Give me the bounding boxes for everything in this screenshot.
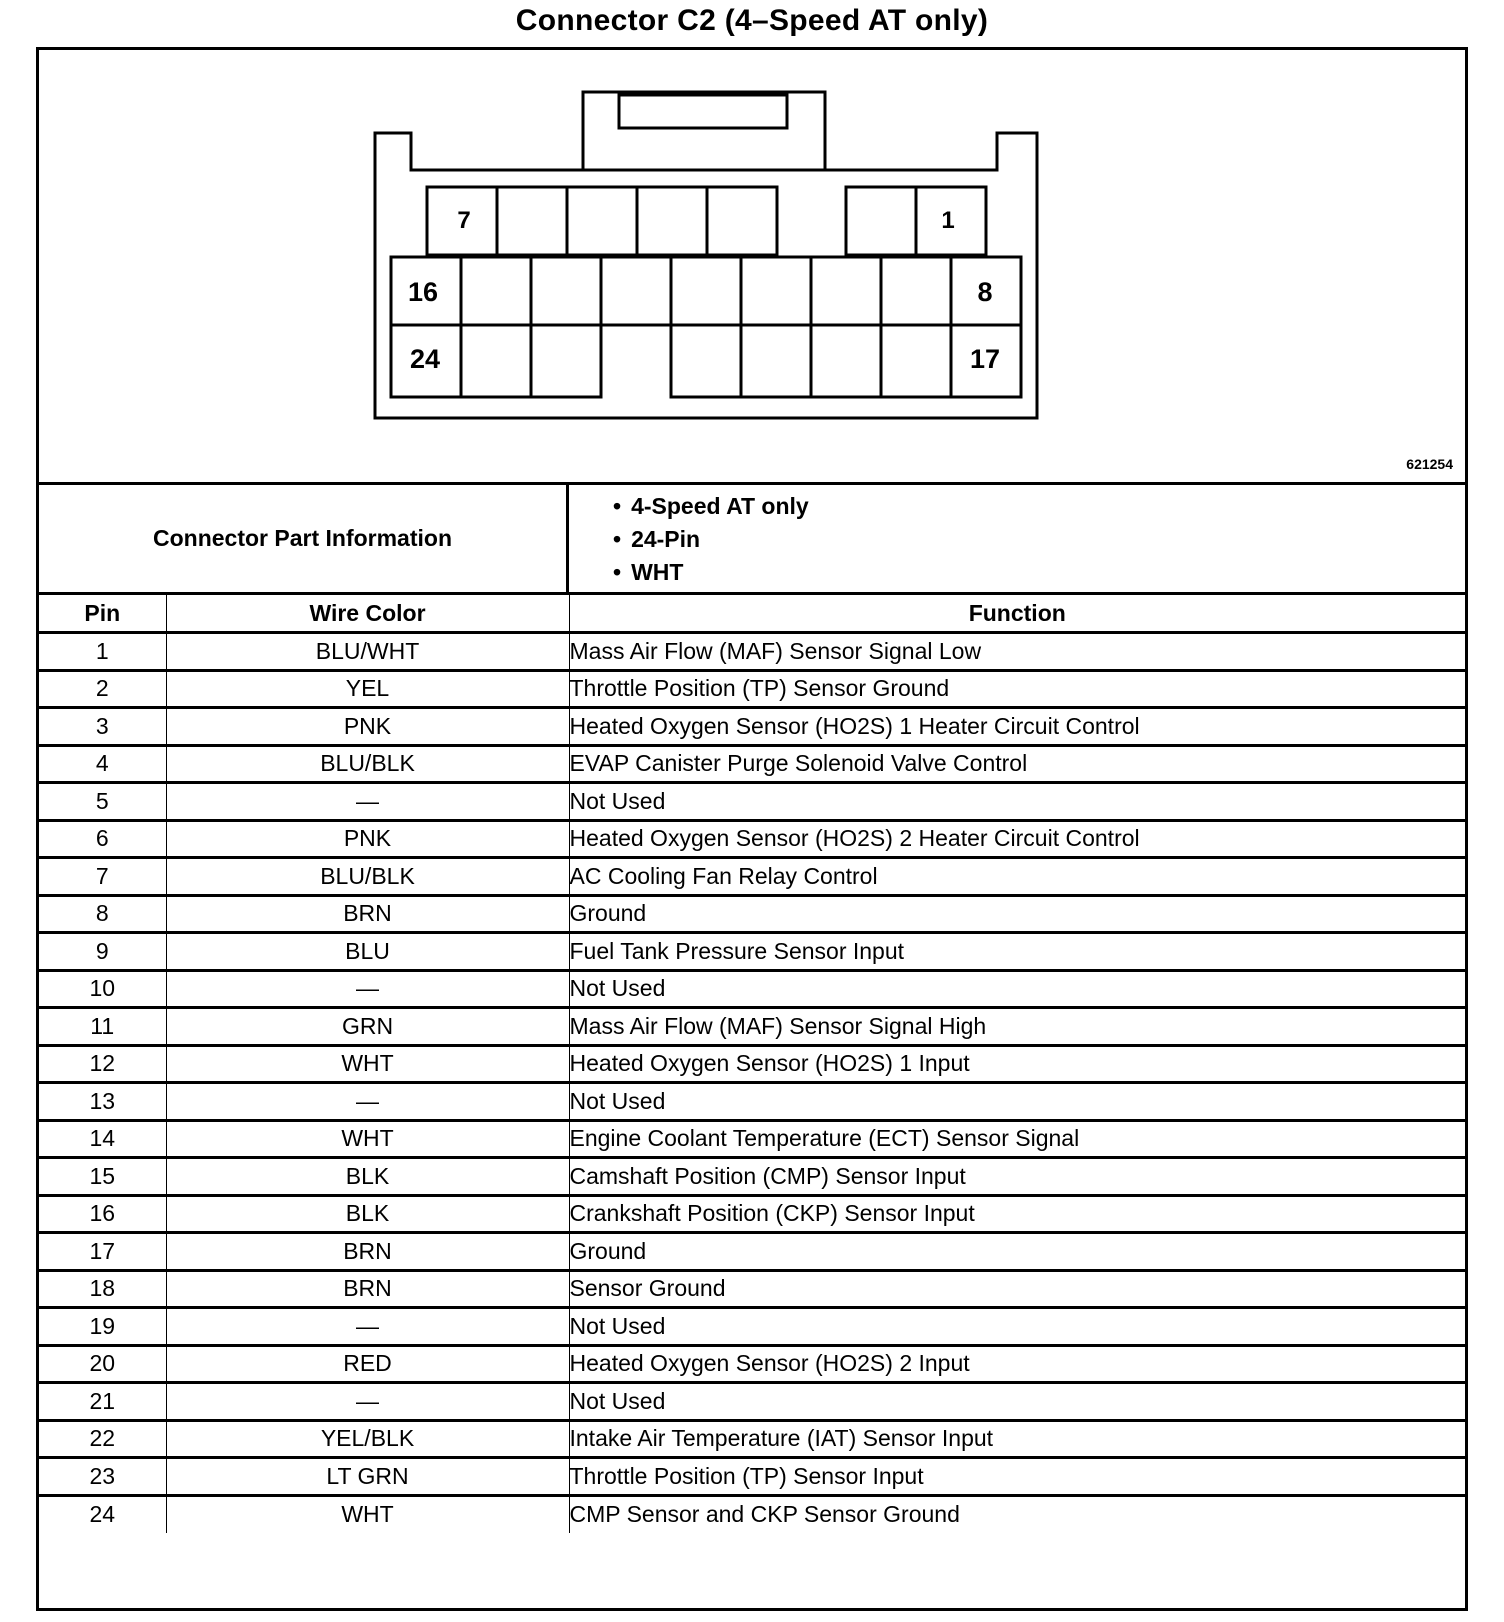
wire-color-cell: — [166,1083,569,1121]
table-row [39,783,1465,821]
function-cell: Not Used [569,1308,1465,1346]
pin-cell: 16 [39,1195,166,1233]
pin-label-17: 17 [969,344,1001,374]
table-row [39,745,1465,783]
header-function: Function [569,595,1465,633]
pin-cell: 18 [39,1270,166,1308]
wire-color-cell: BRN [166,1270,569,1308]
pin-label-1: 1 [941,207,955,234]
function-cell: Mass Air Flow (MAF) Sensor Signal High [569,1008,1465,1046]
connector-diagram [39,50,1465,485]
header-wire-color: Wire Color [166,595,569,633]
table-row [39,1158,1465,1196]
function-cell: Ground [569,1233,1465,1271]
pin-cell: 12 [39,1045,166,1083]
middle-row-cavities [391,257,1021,325]
pin-cell: 1 [39,633,166,671]
pin-label-7: 7 [457,207,471,234]
connector-sheet [36,47,1468,1611]
wire-color-cell: — [166,1383,569,1421]
wire-color-cell: WHT [166,1120,569,1158]
wire-color-cell: WHT [166,1495,569,1533]
wire-color-cell: — [166,1308,569,1346]
table-row [39,670,1465,708]
header-pin: Pin [39,595,166,633]
pin-cell: 22 [39,1420,166,1458]
pin-cell: 4 [39,745,166,783]
wire-color-cell: BLU/BLK [166,858,569,896]
function-cell: Fuel Tank Pressure Sensor Input [569,933,1465,971]
pin-cell: 3 [39,708,166,746]
connector-part-info [39,485,1465,595]
table-row [39,1045,1465,1083]
part-info-item: • WHT [613,558,683,586]
function-cell: Mass Air Flow (MAF) Sensor Signal Low [569,633,1465,671]
connector-housing [375,133,1037,418]
function-cell: Heated Oxygen Sensor (HO2S) 2 Heater Circuit Control [569,820,1465,858]
function-cell: Heated Oxygen Sensor (HO2S) 1 Input [569,1045,1465,1083]
wire-color-cell: RED [166,1345,569,1383]
function-cell: Not Used [569,783,1465,821]
function-cell: Throttle Position (TP) Sensor Ground [569,670,1465,708]
table-row [39,708,1465,746]
pin-cell: 20 [39,1345,166,1383]
wire-color-cell: WHT [166,1045,569,1083]
wire-color-cell: BLK [166,1195,569,1233]
table-row [39,1195,1465,1233]
table-row [39,1420,1465,1458]
function-cell: Heated Oxygen Sensor (HO2S) 1 Heater Circuit Control [569,708,1465,746]
pin-cell: 15 [39,1158,166,1196]
pin-cell: 10 [39,970,166,1008]
pin-label-24: 24 [409,344,441,374]
table-row [39,1270,1465,1308]
function-cell: Ground [569,895,1465,933]
pin-cell: 6 [39,820,166,858]
wire-color-cell: BRN [166,895,569,933]
pin-cell: 21 [39,1383,166,1421]
function-cell: Heated Oxygen Sensor (HO2S) 2 Input [569,1345,1465,1383]
wire-color-cell: LT GRN [166,1458,569,1496]
locking-tab [583,92,825,170]
function-cell: CMP Sensor and CKP Sensor Ground [569,1495,1465,1533]
table-header-row [39,595,1465,633]
table-row [39,970,1465,1008]
function-cell: Not Used [569,970,1465,1008]
table-row [39,820,1465,858]
pin-cell: 11 [39,1008,166,1046]
table-row [39,1233,1465,1271]
page-title: Connector C2 (4–Speed AT only) [515,4,989,37]
top-row-cavities [427,187,986,255]
pin-cell: 19 [39,1308,166,1346]
function-cell: Throttle Position (TP) Sensor Input [569,1458,1465,1496]
function-cell: Not Used [569,1083,1465,1121]
wire-color-cell: BLU [166,933,569,971]
pin-cell: 17 [39,1233,166,1271]
table-row [39,895,1465,933]
part-info-list [569,485,1469,592]
wire-color-cell: GRN [166,1008,569,1046]
function-cell: Sensor Ground [569,1270,1465,1308]
table-row [39,1083,1465,1121]
table-row [39,933,1465,971]
pin-label-16: 16 [407,277,439,307]
wire-color-cell: BLU/WHT [166,633,569,671]
wire-color-cell: BRN [166,1233,569,1271]
wire-color-cell: PNK [166,708,569,746]
pin-label-8: 8 [977,277,993,307]
wire-color-cell: BLK [166,1158,569,1196]
wire-color-cell: — [166,970,569,1008]
function-cell: EVAP Canister Purge Solenoid Valve Control [569,745,1465,783]
pin-cell: 13 [39,1083,166,1121]
function-cell: Camshaft Position (CMP) Sensor Input [569,1158,1465,1196]
figure-id: 621254 [1406,456,1453,472]
table-row [39,1345,1465,1383]
function-cell: AC Cooling Fan Relay Control [569,858,1465,896]
table-row [39,1458,1465,1496]
function-cell: Not Used [569,1383,1465,1421]
wire-color-cell: — [166,783,569,821]
pin-cell: 7 [39,858,166,896]
part-info-item: • 24-Pin [613,525,700,553]
table-row [39,858,1465,896]
table-row [39,1120,1465,1158]
function-cell: Engine Coolant Temperature (ECT) Sensor Signal [569,1120,1465,1158]
part-info-label: Connector Part Information [39,485,569,592]
table-row [39,1495,1465,1533]
connector-face-drawing [39,50,1465,482]
bottom-row-cavities [391,325,1021,397]
function-cell: Intake Air Temperature (IAT) Sensor Input [569,1420,1465,1458]
wire-color-cell: YEL/BLK [166,1420,569,1458]
wire-color-cell: PNK [166,820,569,858]
part-info-item: • 4-Speed AT only [613,492,809,520]
pin-cell: 24 [39,1495,166,1533]
function-cell: Crankshaft Position (CKP) Sensor Input [569,1195,1465,1233]
pin-table [39,595,1465,1533]
table-row [39,633,1465,671]
pin-cell: 5 [39,783,166,821]
pin-cell: 9 [39,933,166,971]
table-row [39,1308,1465,1346]
pin-cell: 8 [39,895,166,933]
table-row [39,1008,1465,1046]
pin-cell: 23 [39,1458,166,1496]
pin-cell: 14 [39,1120,166,1158]
pin-table-body [39,633,1465,1533]
pin-cell: 2 [39,670,166,708]
table-row [39,1383,1465,1421]
wire-color-cell: BLU/BLK [166,745,569,783]
wire-color-cell: YEL [166,670,569,708]
